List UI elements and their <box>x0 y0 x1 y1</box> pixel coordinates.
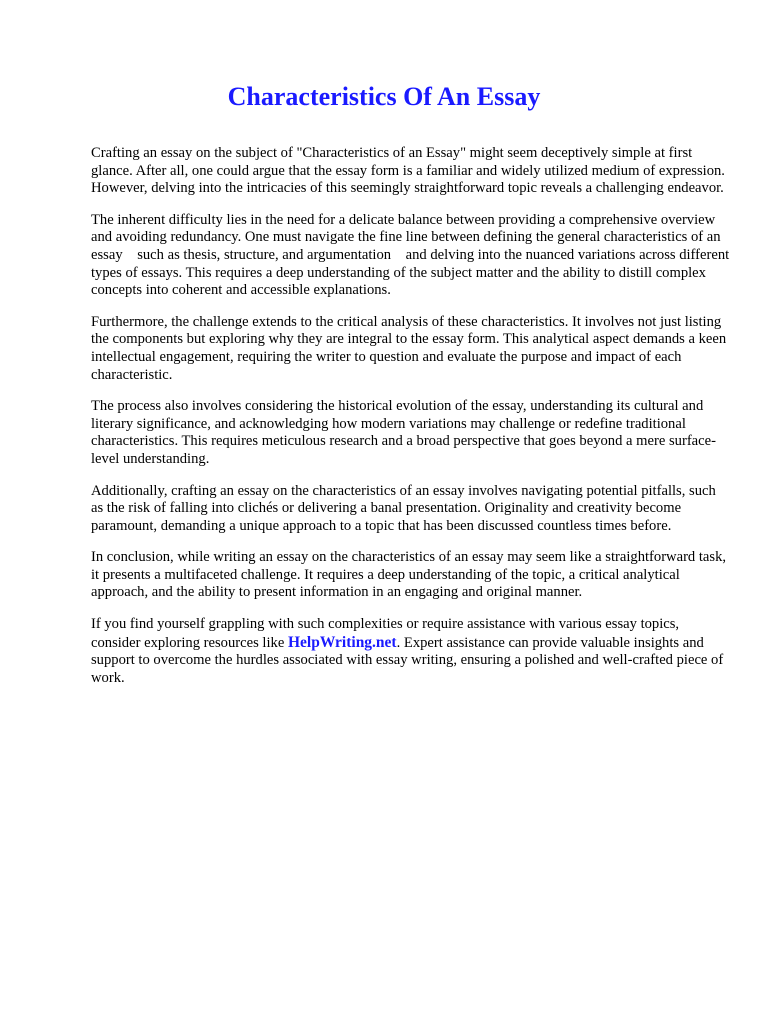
paragraph-conclusion: In conclusion, while writing an essay on the characteristics of an essay may seem like a straightforward task, it presents a multifaceted challenge. It requires a deep understanding of the topic, a critical analytical approach, and the ability to present information in an engaging and original manner. <box>91 549 727 601</box>
page-title: Characteristics Of An Essay <box>227 82 541 111</box>
resources-text-after: . Expert assistance can provide valuable insights and support to overcome the hurdles associated with essay writing, ensuring a polished and well-crafted piece of work. <box>91 634 724 686</box>
document-body <box>91 145 731 701</box>
paragraph-history: The process also involves considering the historical evolution of the essay, understanding its cultural and literary significance, and acknowledging how modern variations may challenge or redefine traditional characteristics. This requires meticulous research and a broad perspective that goes beyond a mere surface-level understanding. <box>91 398 716 467</box>
resources-text-before: If you find yourself grappling with such complexities or require assistance with various essay topics, consider exploring resources like <box>91 616 680 651</box>
paragraph-resources <box>91 616 731 687</box>
paragraph-intro: Crafting an essay on the subject of "Characteristics of an Essay" might seem deceptively simple at first glance. After all, one could argue that the essay form is a familiar and widely utilized medium of expression. However, delving into the intricacies of this seemingly straightforward topic reveals a challenging endeavor. <box>91 145 725 197</box>
helpwriting-link[interactable]: HelpWriting.net <box>287 633 397 651</box>
paragraph-analysis: Furthermore, the challenge extends to the critical analysis of these characteristics. It involves not just listing the components but exploring why they are integral to the essay form. This analytical aspect demands a keen intellectual engagement, requiring the writer to question and evaluate the purpose and impact of each characteristic. <box>91 313 727 383</box>
paragraph-pitfalls: Additionally, crafting an essay on the characteristics of an essay involves navigating potential pitfalls, such as the risk of falling into clichés or delivering a banal presentation. Originality and creativity become paramount, demanding a unique approach to a topic that has been discussed countless times before. <box>91 482 716 534</box>
paragraph-difficulty: The inherent difficulty lies in the need for a delicate balance between providing a comprehensive overview and avoiding redundancy. One must navigate the fine line between defining the general characteristics of an essay such as thesis, structure, and argumentation and delving into the nuanced variations across different types of essays. This requires a deep understanding of the subject matter and the ability to distill complex concepts into coherent and accessible explanations. <box>91 211 730 299</box>
